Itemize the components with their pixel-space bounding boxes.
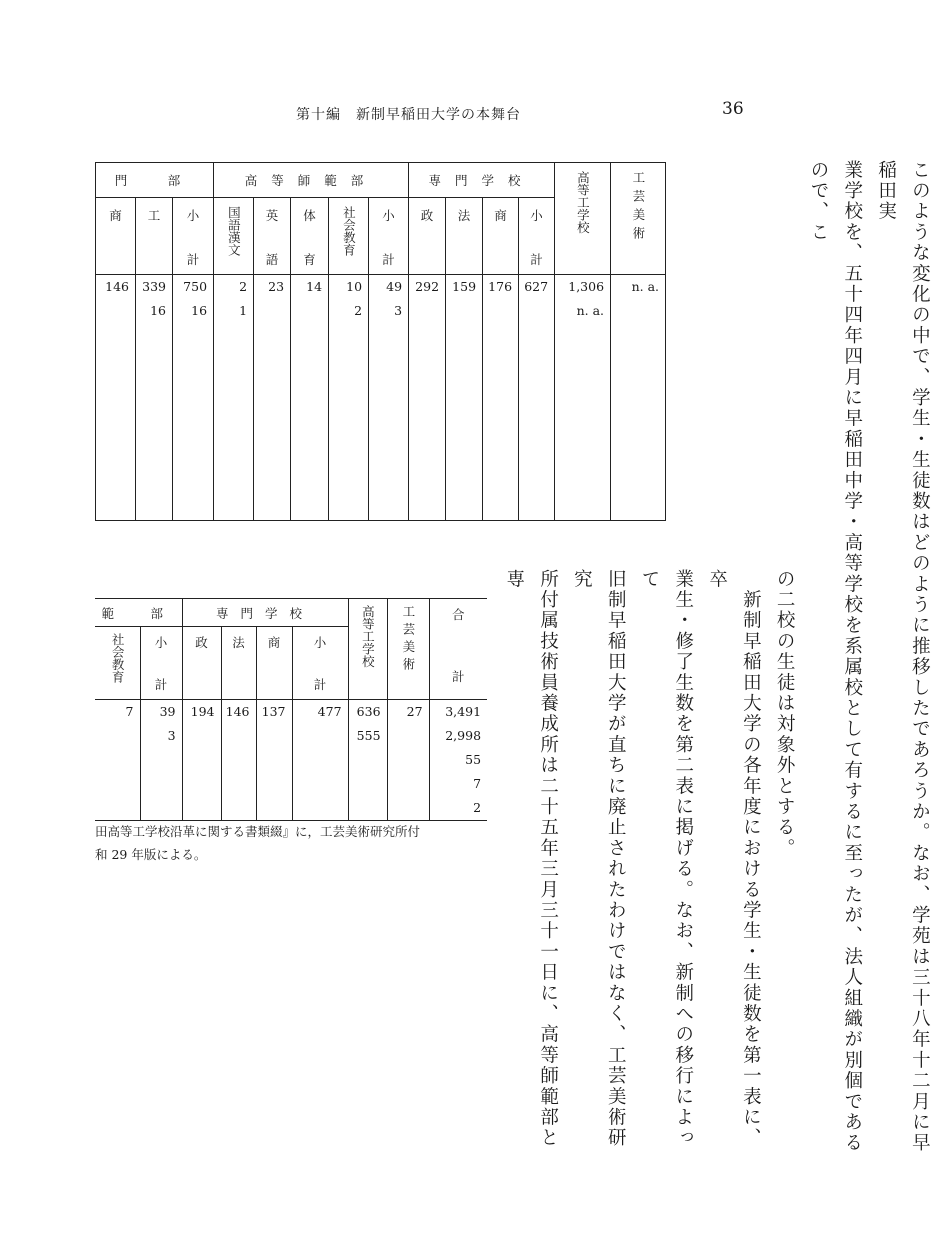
col-header-subtotal-3: 小 計 [519, 198, 555, 275]
col-header-subtotal-3b: 小 計 [292, 627, 348, 700]
col-header-eigo: 英 語 [254, 198, 291, 275]
cell-taiiku: 14 [291, 275, 329, 521]
col-header-sho-2: 商 [256, 627, 292, 700]
cell-ko: 339 16 [136, 275, 173, 521]
page-number: 36 [722, 99, 744, 119]
cell-subtotal-3: 627 [519, 275, 555, 521]
cell-shakai-2: 7 [125, 704, 134, 719]
group-header-senmon-2: 専門学校 [182, 599, 348, 627]
col-header-kokugo-kanbun: 国語漢文 [214, 198, 254, 275]
cell-kogei-bijutsu-2: 27 [387, 700, 429, 821]
col-header-koto-kogakko: 高等工学校 [555, 163, 611, 275]
cell-shakai: 10 2 [329, 275, 369, 521]
col-header-taiiku: 体 育 [291, 198, 329, 275]
col-header-subtotal-2: 小 計 [369, 198, 409, 275]
cell-koto-kogakko-2: 636 555 [348, 700, 387, 821]
cell-subtotal-1: 750 16 [173, 275, 214, 521]
body-line: 所付属技術員養成所は二十五年三月三十一日に、高等師範部と専 [503, 569, 559, 1149]
body-line: このような変化の中で、学生・生徒数はどのように推移したであろうか。なお、学苑は三十八年十二月に早稲田実 [875, 160, 931, 1154]
cell-subtotal-2: 49 3 [369, 275, 409, 521]
body-line: の二校の生徒は対象外とする。 [774, 569, 796, 859]
body-line: 旧制早稲田大学が直ちに廃止されたわけではなく、工芸美術研究 [571, 569, 627, 1149]
col-header-subtotal-2b: 小 計 [140, 627, 182, 700]
body-text [497, 160, 936, 1160]
col-header-sei-2: 政 [182, 627, 221, 700]
running-head: 第十編 新制早稲田大学の本舞台 [296, 107, 521, 123]
group-header-senmon: 専門学校 [409, 163, 555, 198]
cell-sho: 176 [483, 275, 519, 521]
table-row [95, 700, 487, 821]
cell-eigo: 23 [254, 275, 291, 521]
group-header-hanbu: 範 部 [95, 599, 182, 627]
body-line: 業生・修了生数を第二表に掲げる。なお、新制への移行によって [638, 569, 694, 1149]
cell-sei: 292 [409, 275, 446, 521]
cell-kogei-bijutsu: n. a. [611, 275, 666, 521]
col-header-koto-kogakko-2: 高等工学校 [348, 599, 387, 700]
col-header-shang: 商 [96, 198, 136, 275]
cell-subtotal-3b: 477 [292, 700, 348, 821]
col-header-shakai-kyoiku-2: 社会教育 [95, 627, 140, 700]
col-header-ho-2: 法 [221, 627, 256, 700]
group-header-monbu: 門 部 [96, 163, 214, 198]
body-line: 新制早稲田大学の各年度における学生・生徒数を第一表に、卒 [706, 569, 762, 1149]
col-header-sho: 商 [483, 198, 519, 275]
cell-total: 3,491 2,998 55 7 2 [429, 700, 487, 821]
enrollment-table-lower [95, 598, 487, 821]
body-line: 業学校を、五十四年四月に早稲田中学・高等学校を系属校として有するに至ったが、法人組織が別個であるので、こ [807, 160, 863, 1154]
col-header-shakai-kyoiku: 社会教育 [329, 198, 369, 275]
cell-koto-kogakko: 1,306 n. a. [555, 275, 611, 521]
cell-kokugo: 2 1 [214, 275, 254, 521]
col-header-kogei-bijutsu-2: 工芸美術 [387, 599, 429, 700]
col-header-kogei-bijutsu: 工芸美術 [611, 163, 666, 275]
col-header-total: 合 計 [429, 599, 487, 700]
group-header-koto-shihan: 高等師範部 [214, 163, 409, 198]
source-note-line-2: 和 29 年版による。 [95, 847, 207, 862]
cell-sho-2: 137 [256, 700, 292, 821]
col-header-subtotal-1: 小 計 [173, 198, 214, 275]
cell-shang: 146 [105, 279, 129, 294]
col-header-ko: 工 [136, 198, 173, 275]
source-note-line-1: 田高等工学校沿革に関する書類綴』に，工芸美術研究所付 [95, 824, 421, 839]
col-header-ho: 法 [446, 198, 483, 275]
cell-sei-2: 194 [182, 700, 221, 821]
cell-ho: 159 [446, 275, 483, 521]
cell-ho-2: 146 [221, 700, 256, 821]
col-header-sei: 政 [409, 198, 446, 275]
cell-subtotal-2b: 39 3 [140, 700, 182, 821]
